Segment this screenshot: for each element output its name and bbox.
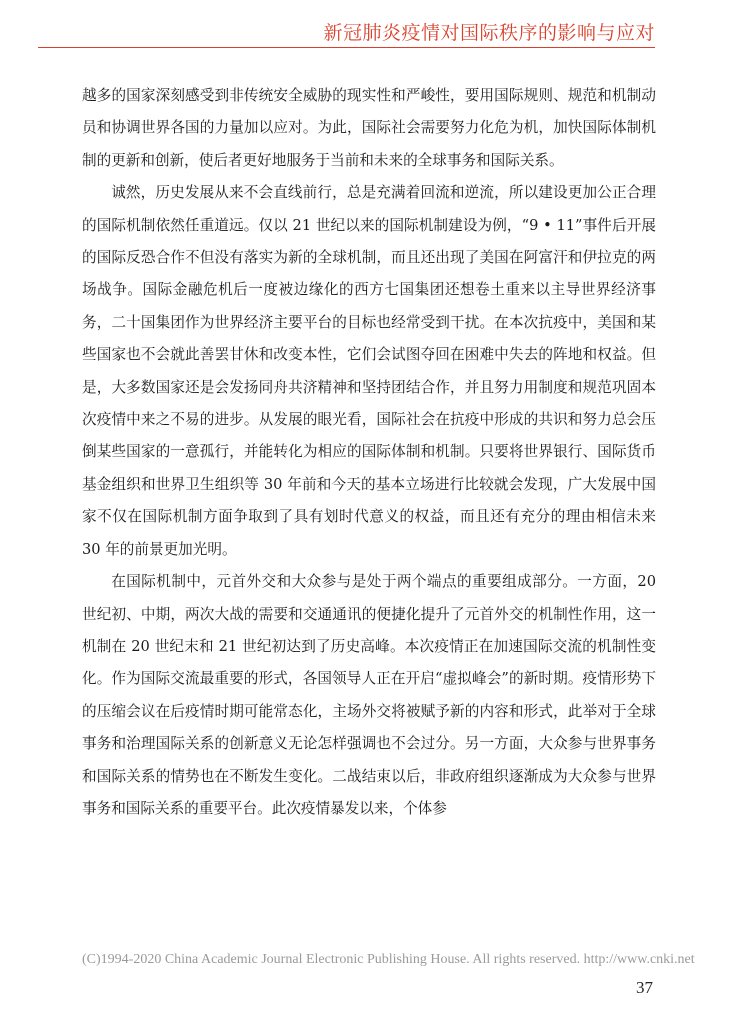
header-divider (38, 47, 655, 48)
article-body (82, 80, 656, 825)
copyright-notice: (C)1994-2020 China Academic Journal Electronic Publishing House. All rights reserved. http://www.cnki.net (82, 952, 695, 967)
paragraph-international-mechanisms: 在国际机制中，元首外交和大众参与是处于两个端点的重要组成部分。一方面，20 世纪初、中期，两次大战的需要和交通通讯的便捷化提升了元首外交的机制性作用，这一机制在 20 世纪末和 21 世纪初达到了历史高峰。本次疫情正在加速国际交流的机制性变化。作为国际交流最重要的形式，各国领导人正在开启“虚拟峰会”的新时期。疫情形势下的压缩会议在后疫情时期可能常态化，主场外交将被赋予新的内容和形式，此举对于全球事务和治理国际关系的创新意义无论怎样强调也不会过分。另一方面，大众参与世界事务和国际关系的情势也在不断发生变化。二战结束以后，非政府组织逐渐成为大众参与世界事务和国际关系的重要平台。此次疫情暴发以来，个体参 (82, 573, 656, 817)
running-header (0, 0, 741, 48)
running-header-title: 新冠肺炎疫情对国际秩序的影响与应对 (323, 22, 655, 44)
paragraph-history-development: 诚然，历史发展从来不会直线前行，总是充满着回流和逆流，所以建设更加公正合理的国际机制依然任重道远。仅以 21 世纪以来的国际机制建设为例，“9 • 11”事件后开展的国际反恐合作不但没有落实为新的全球机制，而且还出现了美国在阿富汗和伊拉克的两场战争。国际金融危机后一度被边缘化的西方七国集团还想卷土重来以主导世界经济事务，二十国集团作为世界经济主要平台的目标也经常受到干扰。在本次抗疫中，美国和某些国家也不会就此善罢甘休和改变本性，它们会试图夺回在困难中失去的阵地和权益。但是，大多数国家还是会发扬同舟共济精神和坚持团结合作，并且努力用制度和规范巩固本次疫情中来之不易的进步。从发展的眼光看，国际社会在抗疫中形成的共识和努力总会压倒某些国家的一意孤行，并能转化为相应的国际体制和机制。只要将世界银行、国际货币基金组织和世界卫生组织等 30 年前和今天的基本立场进行比较就会发现，广大发展中国家不仅在国际机制方面争取到了具有划时代意义的权益，而且还有充分的理由相信未来 30 年的前景更加光明。 (82, 184, 656, 558)
paragraph-continued: 越多的国家深刻感受到非传统安全威胁的现实性和严峻性，要用国际规则、规范和机制动员和协调世界各国的力量加以应对。为此，国际社会需要努力化危为机，加快国际体制机制的更新和创新，使后者更好地服务于当前和未来的全球事务和国际关系。 (82, 87, 656, 169)
page-number: 37 (636, 978, 653, 997)
